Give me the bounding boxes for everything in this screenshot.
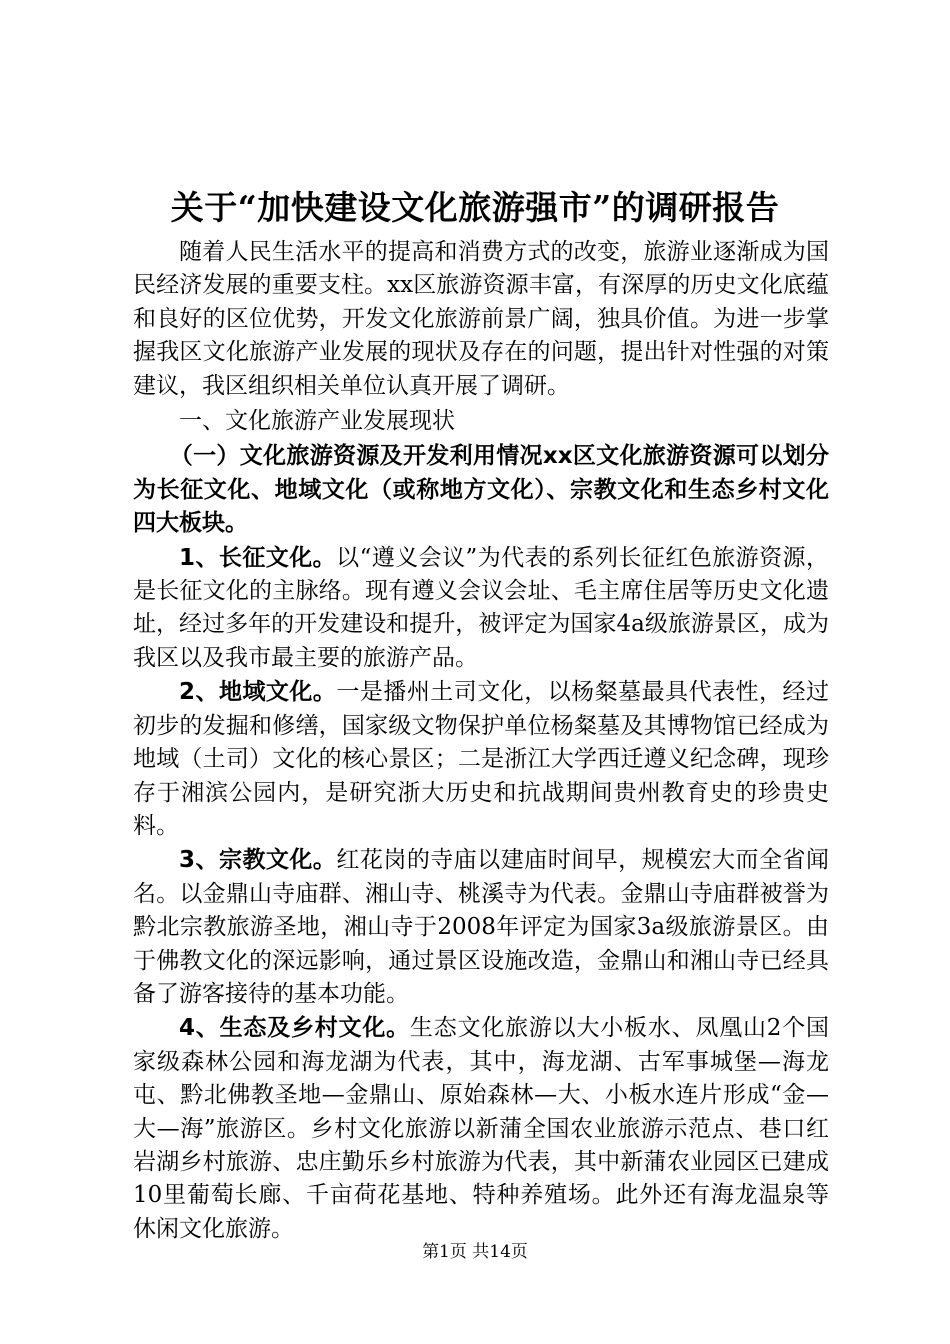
- item-lead-2: 2、地域文化。: [179, 679, 337, 706]
- item-lead-1: 1、长征文化。: [179, 544, 337, 571]
- item-paragraph-4: [133, 1012, 829, 1246]
- item-text-1: 以“遵义会议”为代表的系列长征红色旅游资源，是长征文化的主脉络。现有遵义会议会址、毛主席住居等历史文化遗址，经过多年的开发建设和提升，被评定为国家4a级旅游景区，成为我区以及我市最主要的旅游产品。: [133, 544, 829, 671]
- item-lead-3: 3、宗教文化。: [179, 847, 337, 874]
- item-paragraph-3: [133, 844, 829, 1011]
- subsection-paragraph: （一）文化旅游资源及开发利用情况xx区文化旅游资源可以划分为长征文化、地域文化（或称地方文化）、宗教文化和生态乡村文化四大板块。: [133, 443, 829, 537]
- item-lead-4: 4、生态及乡村文化。: [179, 1015, 410, 1042]
- section-heading: 一、文化旅游产业发展现状: [179, 408, 455, 435]
- item-paragraph-1: [133, 542, 829, 676]
- document-body: [133, 236, 829, 1246]
- item-text-2: 一是播州土司文化，以杨粲墓最具代表性，经过初步的发掘和修缮，国家级文物保护单位杨粲墓及其博物馆已经成为地域（土司）文化的核心景区；二是浙江大学西迁遵义纪念碑，现珍存于湘滨公园内，是研究浙大历史和抗战期间贵州教育史的珍贵史料。: [133, 679, 829, 839]
- document-title: 关于“加快建设文化旅游强市”的调研报告: [170, 188, 780, 227]
- intro-paragraph: 随着人民生活水平的提高和消费方式的改变，旅游业逐渐成为国民经济发展的重要支柱。xx区旅游资源丰富，有深厚的历史文化底蕴和良好的区位优势，开发文化旅游前景广阔，独具价值。为进一步掌握我区文化旅游产业发展的现状及存在的问题，提出针对性强的对策建议，我区组织相关单位认真开展了调研。: [133, 239, 829, 399]
- item-paragraph-2: [133, 676, 829, 843]
- item-text-4: 生态文化旅游以大小板水、凤凰山2个国家级森林公园和海龙湖为代表，其中，海龙湖、古军事城堡—海龙屯、黔北佛教圣地—金鼎山、原始森林—大、小板水连片形成“金—大—海”旅游区。乡村文化旅游以新蒲全国农业旅游示范点、巷口红岩湖乡村旅游、忠庄勤乐乡村旅游为代表，其中新蒲农业园区已建成10里葡萄长廊、千亩荷花基地、特种养殖场。此外还有海龙温泉等休闲文化旅游。: [133, 1015, 829, 1242]
- page-number: 第1页 共14页: [422, 1242, 528, 1262]
- item-text-3: 红花岗的寺庙以建庙时间早，规模宏大而全省闻名。以金鼎山寺庙群、湘山寺、桃溪寺为代表。金鼎山寺庙群被誉为黔北宗教旅游圣地，湘山寺于2008年评定为国家3a级旅游景区。由于佛教文化的深远影响，通过景区设施改造，金鼎山和湘山寺已经具备了游客接待的基本功能。: [133, 847, 829, 1007]
